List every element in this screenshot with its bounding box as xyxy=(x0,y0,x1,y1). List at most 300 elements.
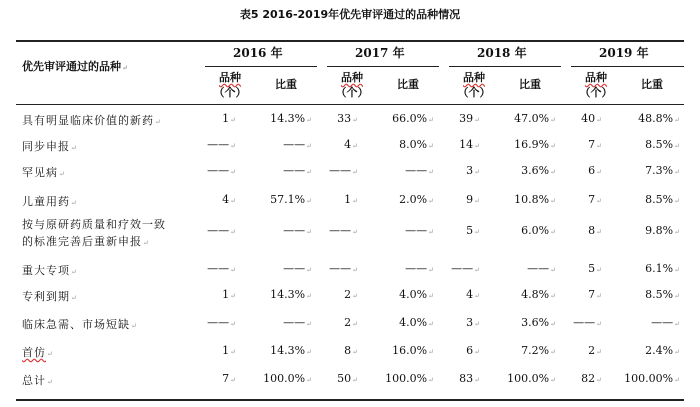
cell-value: 4 xyxy=(466,288,474,301)
table-cell xyxy=(466,316,480,331)
cell-value: 2 xyxy=(344,288,352,301)
table-cell xyxy=(588,193,602,208)
table-cell xyxy=(573,316,602,331)
cell-value: 4.0% xyxy=(399,288,428,301)
row-label-text: 具有明显临床价值的新药 xyxy=(22,114,154,127)
row-label xyxy=(22,193,78,212)
table-cell xyxy=(588,164,602,179)
paragraph-mark: ↵ xyxy=(428,197,434,205)
cell-value: 2.4% xyxy=(645,344,674,357)
paragraph-mark: ↵ xyxy=(428,376,434,384)
cell-value: 9 xyxy=(466,193,474,206)
paragraph-mark: ↵ xyxy=(131,322,138,330)
year-header-2018: 2018 年 xyxy=(477,46,527,60)
table-cell xyxy=(638,112,680,127)
paragraph-mark: ↵ xyxy=(428,292,434,300)
paragraph-mark: ↵ xyxy=(428,142,434,150)
row-label-text: 儿童用药 xyxy=(22,195,70,208)
paragraph-mark: ↵ xyxy=(352,266,358,274)
cell-value: 6 xyxy=(466,344,474,357)
table-cell xyxy=(405,224,434,239)
cell-value: 2 xyxy=(344,316,352,329)
table-cell xyxy=(466,164,480,179)
cell-value: 8.5% xyxy=(645,138,674,151)
subheader-count-line2: （个） xyxy=(335,86,369,99)
year-2017-underline xyxy=(327,66,439,67)
paragraph-mark: ↵ xyxy=(428,320,434,328)
cell-value: 14 xyxy=(459,138,474,151)
year-2016-underline xyxy=(205,66,317,67)
cell-value: 57.1% xyxy=(270,193,306,206)
table-cell xyxy=(222,193,236,208)
cell-value: —— xyxy=(329,164,352,177)
table-cell xyxy=(344,344,358,359)
subheader-count-line1: 品种 xyxy=(341,71,363,84)
cell-value: —— xyxy=(283,164,306,177)
table-cell xyxy=(207,138,236,153)
cell-value: 33 xyxy=(337,112,352,125)
paragraph-mark: ↵ xyxy=(352,228,358,236)
paragraph-mark: ↵ xyxy=(596,228,602,236)
paragraph-mark: ↵ xyxy=(674,142,680,150)
cell-value: —— xyxy=(207,316,230,329)
cell-value: —— xyxy=(451,262,474,275)
paragraph-mark: ↵ xyxy=(596,168,602,176)
row-label-text: 罕见病 xyxy=(22,166,58,179)
table-cell xyxy=(581,112,602,127)
cell-value: 100.0% xyxy=(507,372,550,385)
paragraph-mark: ↵ xyxy=(428,348,434,356)
paragraph-mark: ↵ xyxy=(47,378,54,386)
cell-value: 2.0% xyxy=(399,193,428,206)
table-cell xyxy=(207,224,236,239)
paragraph-mark: ↵ xyxy=(474,266,480,274)
table-cell xyxy=(283,138,312,153)
table-cell xyxy=(283,164,312,179)
cell-value: 3 xyxy=(466,164,474,177)
cell-value: 3.6% xyxy=(521,164,550,177)
cell-value: 10.8% xyxy=(514,193,550,206)
row-label-text: 首仿 xyxy=(22,346,46,359)
cell-value: 66.0% xyxy=(392,112,428,125)
row-label-text: 重大专项 xyxy=(22,264,70,277)
paragraph-mark: ↵ xyxy=(596,348,602,356)
table-cell xyxy=(283,224,312,239)
paragraph-mark: ↵ xyxy=(71,294,78,302)
paragraph-mark: ↵ xyxy=(674,292,680,300)
cell-value: 14.3% xyxy=(270,344,306,357)
table-cell xyxy=(207,262,236,277)
subheader-count-3 xyxy=(570,70,622,100)
paragraph-mark: ↵ xyxy=(230,266,236,274)
cell-value: 9.8% xyxy=(645,224,674,237)
paragraph-mark: ↵ xyxy=(550,228,556,236)
paragraph-mark: ↵ xyxy=(306,168,312,176)
row-label-text: 专利到期 xyxy=(22,290,70,303)
cell-value: 14.3% xyxy=(270,112,306,125)
paragraph-mark: ↵ xyxy=(428,116,434,124)
cell-value: 7 xyxy=(588,193,596,206)
cell-value: 7 xyxy=(588,288,596,301)
table-cell xyxy=(337,112,358,127)
paragraph-mark: ↵ xyxy=(474,348,480,356)
cell-value: 14.3% xyxy=(270,288,306,301)
paragraph-mark: ↵ xyxy=(71,268,78,276)
table-cell xyxy=(521,288,556,303)
table-cell xyxy=(344,138,358,153)
paragraph-mark: ↵ xyxy=(674,320,680,328)
cell-value: 5 xyxy=(466,224,474,237)
cell-value: 1 xyxy=(222,112,230,125)
paragraph-mark: ↵ xyxy=(352,116,358,124)
cell-value: 4.0% xyxy=(399,316,428,329)
paragraph-mark: ↵ xyxy=(674,168,680,176)
paragraph-mark: ↵ xyxy=(230,376,236,384)
paragraph-mark: ↵ xyxy=(428,228,434,236)
paragraph-mark: ↵ xyxy=(550,348,556,356)
cell-value: 8.0% xyxy=(399,138,428,151)
cell-value: —— xyxy=(283,262,306,275)
row-label-text: 同步申报 xyxy=(22,140,70,153)
paragraph-mark: ↵ xyxy=(230,197,236,205)
cell-value: 3 xyxy=(466,316,474,329)
year-2019-underline xyxy=(571,66,684,67)
cell-value: 47.0% xyxy=(514,112,550,125)
row-label xyxy=(22,112,162,131)
cell-value: —— xyxy=(329,262,352,275)
cell-value: 1 xyxy=(344,193,352,206)
table-cell xyxy=(392,344,434,359)
cell-value: —— xyxy=(283,316,306,329)
paragraph-mark: ↵ xyxy=(59,170,66,178)
table-bottom-rule xyxy=(16,399,684,401)
cell-value: 7.2% xyxy=(521,344,550,357)
paragraph-mark: ↵ xyxy=(352,376,358,384)
row-label xyxy=(22,138,78,157)
cell-value: 100.00% xyxy=(624,372,674,385)
cell-value: 7 xyxy=(588,138,596,151)
table-cell xyxy=(222,344,236,359)
paragraph-mark: ↵ xyxy=(474,142,480,150)
paragraph-mark: ↵ xyxy=(306,292,312,300)
row-label xyxy=(22,372,54,391)
cell-value: —— xyxy=(207,262,230,275)
paragraph-mark: ↵ xyxy=(474,292,480,300)
table-cell xyxy=(588,344,602,359)
table-cell xyxy=(222,372,236,387)
paragraph-mark: ↵ xyxy=(674,266,680,274)
paragraph-mark: ↵ xyxy=(306,320,312,328)
row-label xyxy=(22,164,66,183)
paragraph-mark: ↵ xyxy=(596,320,602,328)
table-header-rule xyxy=(16,104,684,105)
table-cell xyxy=(222,112,236,127)
row-label-text: 总计 xyxy=(22,374,46,387)
cell-value: —— xyxy=(329,224,352,237)
row-label-text: 的标准完善后重新申报 xyxy=(22,235,142,248)
subheader-share-0: 比重 xyxy=(275,78,297,91)
year-2018-underline xyxy=(449,66,561,67)
paragraph-mark: ↵ xyxy=(550,116,556,124)
paragraph-mark: ↵ xyxy=(428,168,434,176)
paragraph-mark: ↵ xyxy=(550,266,556,274)
paragraph-mark: ↵ xyxy=(230,348,236,356)
paragraph-mark: ↵ xyxy=(550,292,556,300)
table-cell xyxy=(645,288,680,303)
paragraph-mark: ↵ xyxy=(230,142,236,150)
table-cell xyxy=(344,193,358,208)
table-cell xyxy=(392,112,434,127)
subheader-count-line2: （个） xyxy=(213,86,247,99)
paragraph-mark: ↵ xyxy=(596,266,602,274)
paragraph-mark: ↵ xyxy=(674,348,680,356)
paragraph-mark: ↵ xyxy=(352,348,358,356)
table-cell xyxy=(645,164,680,179)
cell-value: —— xyxy=(651,316,674,329)
table-cell xyxy=(521,344,556,359)
paragraph-mark: ↵ xyxy=(596,292,602,300)
table-cell xyxy=(283,316,312,331)
cell-value: 16.9% xyxy=(514,138,550,151)
paragraph-mark: ↵ xyxy=(352,320,358,328)
cell-value: —— xyxy=(573,316,596,329)
table-caption: 表5 2016-2019年优先审评通过的品种情况 xyxy=(239,8,461,21)
row-label xyxy=(22,288,78,307)
paragraph-mark: ↵ xyxy=(230,168,236,176)
table-cell xyxy=(466,344,480,359)
paragraph-mark: ↵ xyxy=(352,292,358,300)
cell-value: 8 xyxy=(588,224,596,237)
paragraph-mark: ↵ xyxy=(550,197,556,205)
paragraph-mark: ↵ xyxy=(550,376,556,384)
cell-value: 8.5% xyxy=(645,288,674,301)
paragraph-mark: ↵ xyxy=(306,348,312,356)
table-cell xyxy=(344,288,358,303)
cell-value: 8.5% xyxy=(645,193,674,206)
table-cell xyxy=(329,262,358,277)
cell-value: 4.8% xyxy=(521,288,550,301)
paragraph-mark: ↵ xyxy=(596,116,602,124)
paragraph-mark: ↵ xyxy=(550,320,556,328)
table-cell xyxy=(270,288,312,303)
table-cell xyxy=(588,224,602,239)
table-cell xyxy=(521,316,556,331)
cell-value: 100.0% xyxy=(263,372,306,385)
table-cell xyxy=(399,193,434,208)
paragraph-mark: ↵ xyxy=(155,118,162,126)
cell-value: 7.3% xyxy=(645,164,674,177)
cell-value: —— xyxy=(527,262,550,275)
table-cell xyxy=(399,138,434,153)
table-cell xyxy=(270,193,312,208)
paragraph-mark: ↵ xyxy=(674,116,680,124)
table-cell xyxy=(514,193,556,208)
row-label-text: 临床急需、市场短缺 xyxy=(22,318,130,331)
row-label-text: 按与原研药质量和疗效一致 xyxy=(22,218,166,231)
paragraph-mark: ↵ xyxy=(306,228,312,236)
table-cell xyxy=(283,262,312,277)
subheader-count-line2: （个） xyxy=(579,86,613,99)
row-label xyxy=(22,316,138,335)
table-cell xyxy=(263,372,312,387)
table-cell xyxy=(645,224,680,239)
row-label xyxy=(22,216,166,252)
paragraph-mark: ↵ xyxy=(306,266,312,274)
table-cell xyxy=(466,224,480,239)
table-cell xyxy=(645,193,680,208)
paragraph-mark: ↵ xyxy=(306,197,312,205)
subheader-count-line2: （个） xyxy=(457,86,491,99)
table-cell xyxy=(645,262,680,277)
cell-value: —— xyxy=(405,262,428,275)
table-cell xyxy=(270,344,312,359)
cell-value: 6.0% xyxy=(521,224,550,237)
table-cell xyxy=(466,288,480,303)
table-cell xyxy=(329,164,358,179)
subheader-share-2: 比重 xyxy=(519,78,541,91)
subheader-count-1 xyxy=(326,70,378,100)
cell-value: 8 xyxy=(344,344,352,357)
cell-value: 82 xyxy=(581,372,596,385)
table-cell xyxy=(466,193,480,208)
year-header-2019: 2019 年 xyxy=(599,46,649,60)
cell-value: 7 xyxy=(222,372,230,385)
table-cell xyxy=(337,372,358,387)
paragraph-mark: ↵ xyxy=(550,168,556,176)
paragraph-mark: ↵ xyxy=(550,142,556,150)
paragraph-mark: ↵ xyxy=(230,228,236,236)
cell-value: —— xyxy=(207,164,230,177)
paragraph-mark: ↵ xyxy=(674,228,680,236)
cell-value: 1 xyxy=(222,344,230,357)
paragraph-mark: ↵ xyxy=(474,116,480,124)
subheader-count-0 xyxy=(204,70,256,100)
table-cell xyxy=(459,372,480,387)
cell-value: 50 xyxy=(337,372,352,385)
paragraph-mark: ↵ xyxy=(352,142,358,150)
table-cell xyxy=(581,372,602,387)
table-cell xyxy=(645,138,680,153)
table-cell xyxy=(624,372,680,387)
table-cell xyxy=(270,112,312,127)
paragraph-mark: ↵ xyxy=(71,144,78,152)
paragraph-mark: ↵ xyxy=(306,142,312,150)
table-cell xyxy=(405,164,434,179)
cell-value: —— xyxy=(207,224,230,237)
table-cell xyxy=(645,344,680,359)
table-cell xyxy=(399,288,434,303)
paragraph-mark: ↵ xyxy=(428,266,434,274)
paragraph-mark: ↵ xyxy=(474,376,480,384)
paragraph-mark: ↵ xyxy=(474,228,480,236)
paragraph-mark: ↵ xyxy=(352,168,358,176)
cell-value: —— xyxy=(405,164,428,177)
table-cell xyxy=(385,372,434,387)
paragraph-mark: ↵ xyxy=(230,320,236,328)
paragraph-mark: ↵ xyxy=(143,239,150,247)
subheader-count-2 xyxy=(448,70,500,100)
year-header-2016: 2016 年 xyxy=(233,46,283,60)
paragraph-mark: ↵ xyxy=(596,142,602,150)
table-top-rule xyxy=(16,40,684,42)
subheader-share-3: 比重 xyxy=(641,78,663,91)
table-cell xyxy=(514,112,556,127)
table-cell xyxy=(521,224,556,239)
table-cell xyxy=(588,138,602,153)
cell-value: 4 xyxy=(344,138,352,151)
table-cell xyxy=(588,288,602,303)
paragraph-mark: ↵ xyxy=(474,197,480,205)
subheader-count-line1: 品种 xyxy=(585,71,607,84)
subheader-count-line1: 品种 xyxy=(463,71,485,84)
cell-value: 6.1% xyxy=(645,262,674,275)
table-cell xyxy=(521,164,556,179)
table-cell xyxy=(588,262,602,277)
table-cell xyxy=(405,262,434,277)
paragraph-mark: ↵ xyxy=(474,320,480,328)
cell-value: 3.6% xyxy=(521,316,550,329)
table-cell xyxy=(507,372,556,387)
subheader-count-line1: 品种 xyxy=(219,71,241,84)
row-header-label: 优先审评通过的品种↵ xyxy=(22,60,128,73)
cell-value: 100.0% xyxy=(385,372,428,385)
cell-value: 16.0% xyxy=(392,344,428,357)
table-cell xyxy=(399,316,434,331)
year-header-2017: 2017 年 xyxy=(355,46,405,60)
cell-value: 6 xyxy=(588,164,596,177)
table-cell xyxy=(651,316,680,331)
table-cell xyxy=(344,316,358,331)
paragraph-mark: ↵ xyxy=(674,197,680,205)
cell-value: 5 xyxy=(588,262,596,275)
paragraph-mark: ↵ xyxy=(306,116,312,124)
paragraph-mark: ↵ xyxy=(596,376,602,384)
cell-value: 2 xyxy=(588,344,596,357)
paragraph-mark: ↵ xyxy=(230,292,236,300)
paragraph-mark: ↵ xyxy=(674,376,680,384)
cell-value: —— xyxy=(283,224,306,237)
row-label xyxy=(22,262,78,281)
table-cell xyxy=(207,164,236,179)
paragraph-mark: ↵ xyxy=(71,199,78,207)
table-cell xyxy=(329,224,358,239)
table-cell xyxy=(514,138,556,153)
table-cell xyxy=(527,262,556,277)
paragraph-mark: ↵ xyxy=(47,350,54,358)
subheader-share-1: 比重 xyxy=(397,78,419,91)
cell-value: —— xyxy=(283,138,306,151)
cell-value: 40 xyxy=(581,112,596,125)
table-cell xyxy=(459,138,480,153)
paragraph-mark: ↵ xyxy=(596,197,602,205)
table-cell xyxy=(222,288,236,303)
table-cell xyxy=(459,112,480,127)
cell-value: —— xyxy=(207,138,230,151)
paragraph-mark: ↵ xyxy=(474,168,480,176)
cell-value: 83 xyxy=(459,372,474,385)
row-label xyxy=(22,344,54,363)
paragraph-mark: ↵ xyxy=(306,376,312,384)
cell-value: —— xyxy=(405,224,428,237)
paragraph-mark: ↵ xyxy=(352,197,358,205)
table-cell xyxy=(451,262,480,277)
cell-value: 48.8% xyxy=(638,112,674,125)
cell-value: 1 xyxy=(222,288,230,301)
cell-value: 4 xyxy=(222,193,230,206)
cell-value: 39 xyxy=(459,112,474,125)
table-cell xyxy=(207,316,236,331)
paragraph-mark: ↵ xyxy=(230,116,236,124)
